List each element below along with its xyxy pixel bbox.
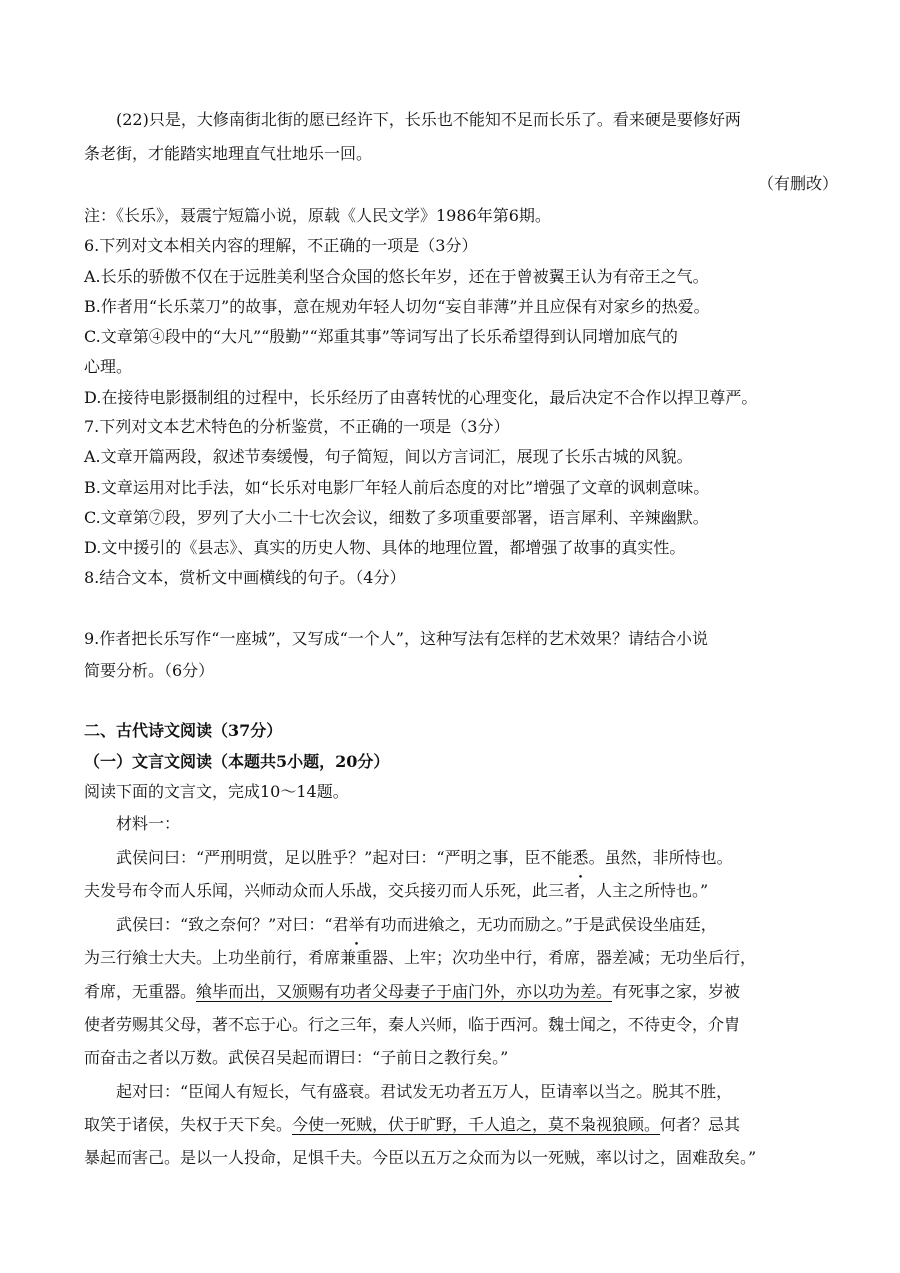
material-one-label: 材料一： — [116, 814, 181, 833]
classical-text: 有死事之家，岁被 — [612, 982, 741, 1001]
underlined-sentence: 今使一死贼，伏于旷野，千人追之，莫不枭视狼顾。 — [292, 1115, 661, 1134]
classical-para-1-line-1 — [116, 844, 840, 872]
emphasized-character: 悉 — [572, 848, 589, 867]
classical-para-2-line-4: 使者劳赐其父母，著不忘于心。行之三年，秦人兴师，临于西河。魏士闻之，不待吏令，介胄 — [84, 1015, 741, 1034]
question-6-option-d: D.在接待电影摄制组的过程中，长乐经历了由喜转忧的心理变化，最后决定不合作以捍卫尊严。 — [84, 388, 758, 407]
classical-text: 。虽然，非所恃也。 — [588, 848, 733, 867]
question-7: 7.下列对文本艺术特色的分析鉴赏，不正确的一项是（3分） — [84, 417, 510, 436]
classical-para-1-line-2: 夫发号布令而人乐闻，兴师动众而人乐战，交兵接刃而人乐死，此三者，人主之所恃也。” — [84, 881, 709, 900]
reading-instruction: 阅读下面的文言文，完成10～14题。 — [84, 782, 349, 801]
classical-para-3-line-2 — [84, 1111, 840, 1139]
question-6-option-c-line-1: C.文章第④段中的“大凡”“殷勤”“郑重其事”等词写出了长乐希望得到认同增加底气的 — [84, 327, 678, 346]
question-6-option-b: B.作者用“长乐菜刀”的故事，意在规劝年轻人切勿“妄自菲薄”并且应保有对家乡的热爱。 — [84, 297, 710, 316]
classical-text: 何者？忌其 — [660, 1115, 741, 1134]
question-8: 8.结合文本，赏析文中画横线的句子。（4分） — [84, 568, 406, 587]
source-note: 注：《长乐》，聂震宁短篇小说，原载《人民文学》1986年第6期。 — [84, 206, 551, 225]
classical-text: 武侯问曰：“严刑明赏，足以胜乎？”起对曰：“严明之事，臣不能 — [116, 848, 573, 867]
section-heading: 二、古代诗文阅读（37分） — [84, 721, 283, 740]
paragraph-22-line-2: 条老街，才能踏实地理直气壮地乐一回。 — [84, 144, 373, 163]
classical-text: 肴席，无重器。 — [84, 982, 197, 1001]
question-6: 6.下列对文本相关内容的理解，不正确的一项是（3分） — [84, 236, 478, 255]
question-9-line-1: 9.作者把长乐写作“一座城”，又写成“一个人”，这种写法有怎样的艺术效果？请结合小说 — [84, 629, 708, 648]
emphasized-character: 举 — [348, 915, 365, 934]
classical-text: 武侯曰：“致之奈何？”对曰：“君 — [116, 915, 349, 934]
question-7-option-a: A.文章开篇两段，叙述节奏缓慢，句子简短，间以方言词汇，展现了长乐古城的风貌。 — [84, 447, 693, 466]
classical-text: 有功而进飨之，无功而励之。”于是武侯设坐庙廷， — [364, 915, 717, 934]
classical-para-2-line-5: 而奋击之者以万数。武侯召吴起而谓曰：“子前日之教行矣。” — [84, 1048, 509, 1067]
classical-text: 取笑于诸侯，失权于天下矣。 — [84, 1115, 293, 1134]
underlined-sentence: 飨毕而出，又颁赐有功者父母妻子于庙门外，亦以功为差。 — [196, 982, 613, 1001]
paragraph-22-line-1: (22)只是，大修南街北街的愿已经许下，长乐也不能知不足而长乐了。看来硬是要修好两 — [116, 110, 741, 129]
classical-para-3-line-3: 暴起而害己。是以一人投命，足惧千夫。今臣以五万之众而为以一死贼，率以讨之，固难敌矣。” — [84, 1148, 757, 1167]
question-7-option-c: C.文章第⑦段，罗列了大小二十七次会议，细数了多项重要部署，语言犀利、辛辣幽默。 — [84, 508, 709, 527]
classical-para-2-line-2: 为三行飨士大夫。上功坐前行，肴席兼重器、上牢；次功坐中行，肴席，器差减；无功坐后行， — [84, 948, 757, 967]
question-6-option-a: A.长乐的骄傲不仅在于远胜美利坚合众国的悠长年岁，还在于曾被翼王认为有帝王之气。 — [84, 267, 709, 286]
classical-para-3-line-1: 起对曰：“臣闻人有短长，气有盛衰。君试发无功者五万人，臣请率以当之。脱其不胜， — [116, 1082, 733, 1101]
classical-para-2-line-1 — [116, 911, 840, 939]
question-7-option-d: D.文中援引的《县志》、真实的历史人物、具体的地理位置，都增强了故事的真实性。 — [84, 538, 686, 557]
question-6-option-c-line-2: 心理。 — [84, 357, 133, 376]
classical-para-2-line-3 — [84, 978, 840, 1006]
edited-note: （有删改） — [757, 174, 838, 193]
subsection-heading: （一）文言文阅读（本题共5小题，20分） — [84, 752, 390, 771]
question-7-option-b: B.文章运用对比手法，如“长乐对电影厂年轻人前后态度的对比”增强了文章的讽刺意味。 — [84, 478, 710, 497]
question-9-line-2: 简要分析。（6分） — [84, 661, 215, 680]
